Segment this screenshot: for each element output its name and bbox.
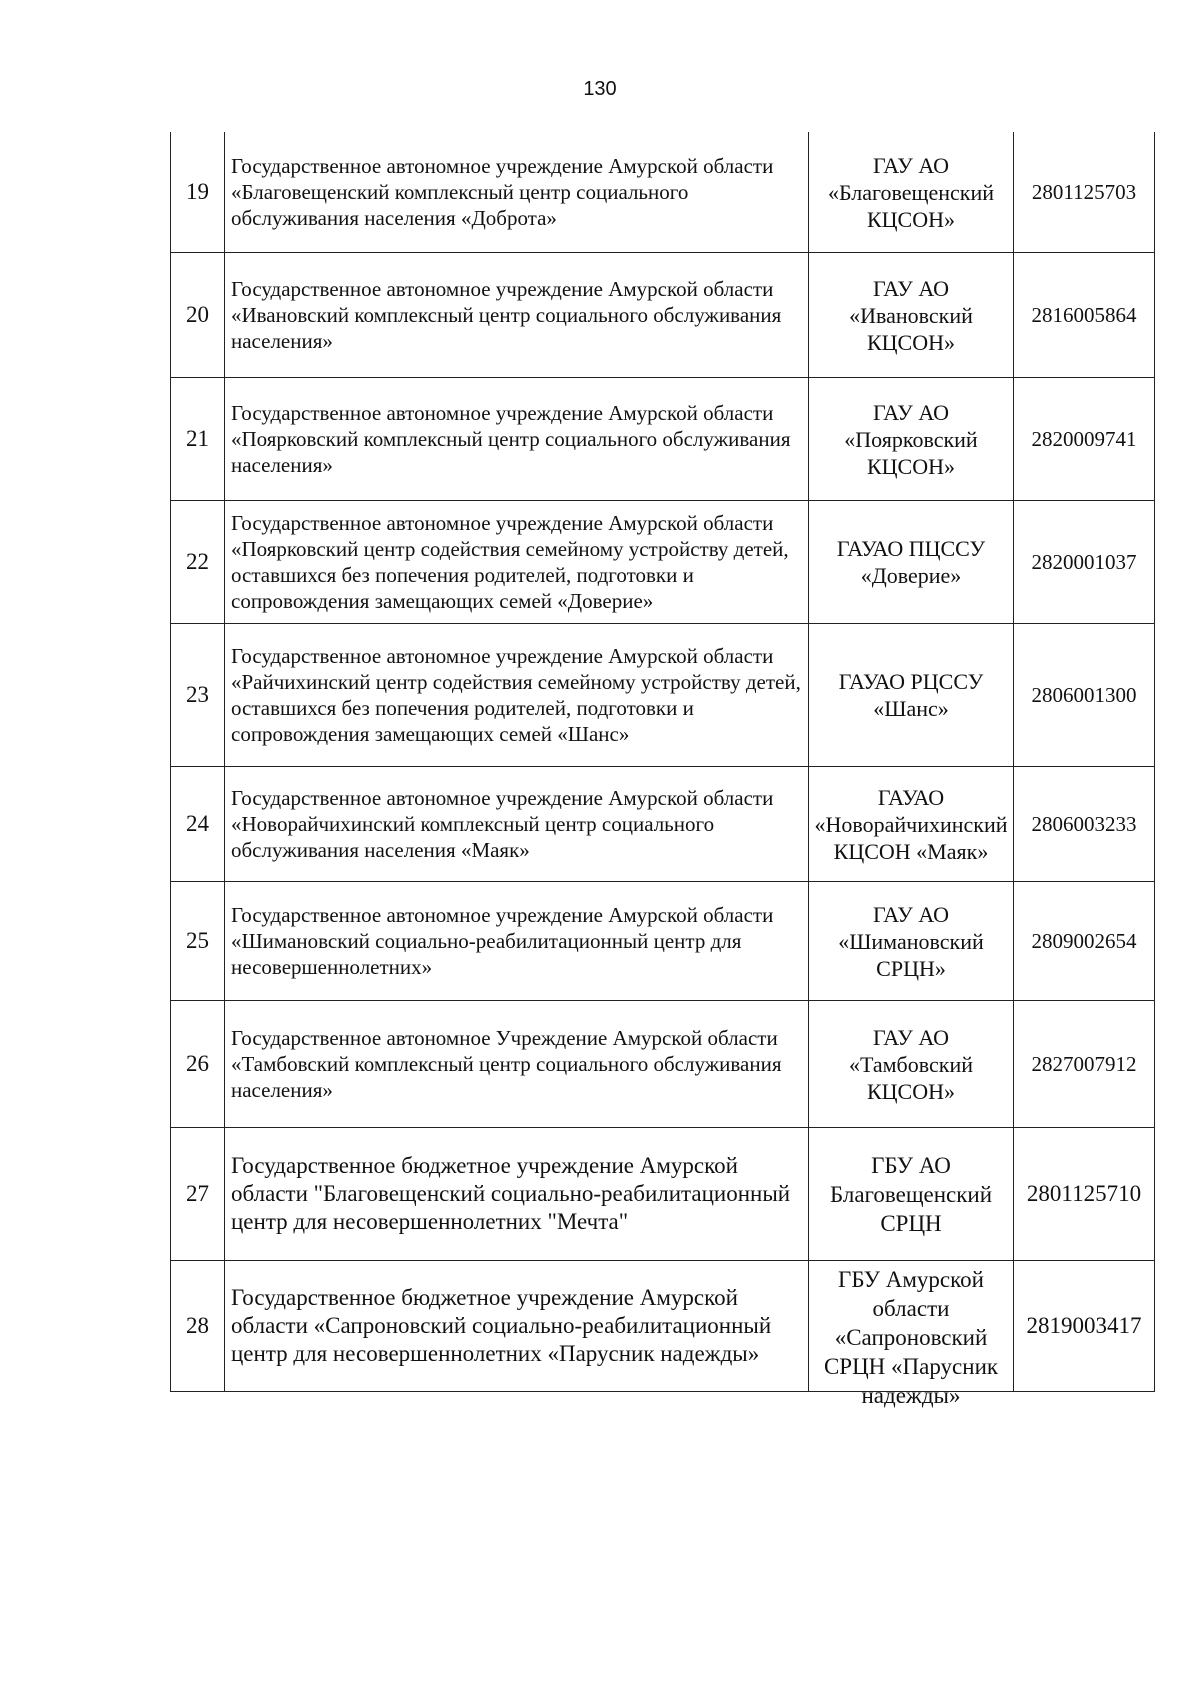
institution-short-name: ГАУАО «Новорайчихинский КЦСОН «Маяк» — [808, 767, 1013, 881]
institution-inn: 2801125703 — [1013, 132, 1155, 252]
row-number: 20 — [170, 253, 224, 377]
institution-short-name: ГБУ Амурской области «Сапроновский СРЦН «Парусник надежды» — [808, 1261, 1013, 1391]
institution-full-name: Государственное автономное учреждение Амурской области «Благовещенский комплексный центр социального обслуживания населения «Доброта» — [224, 132, 808, 252]
institution-short-name: ГАУАО ПЦССУ «Доверие» — [808, 501, 1013, 623]
institution-full-name: Государственное автономное учреждение Амурской области «Поярковский центр содействия семейному устройству детей, оставшихся без попечения родителей, подготовки и сопровождения замещающих семей «Доверие» — [224, 501, 808, 623]
table-row — [170, 1261, 1155, 1408]
institution-full-name: Государственное автономное учреждение Амурской области «Поярковский комплексный центр социального обслуживания населения» — [224, 378, 808, 500]
row-number: 28 — [170, 1261, 224, 1391]
row-number: 24 — [170, 767, 224, 881]
institution-inn: 2827007912 — [1013, 1001, 1155, 1127]
institution-full-name: Государственное автономное учреждение Амурской области «Шимановский социально-реабилитационный центр для несовершеннолетних» — [224, 882, 808, 1000]
institution-full-name: Государственное бюджетное учреждение Амурской области «Сапроновский социально-реабилитационный центр для несовершеннолетних «Парусник надежды» — [224, 1261, 808, 1391]
institution-inn: 2819003417 — [1013, 1261, 1155, 1391]
table-row — [170, 132, 1155, 253]
page-number: 130 — [583, 78, 617, 100]
institution-full-name: Государственное автономное Учреждение Амурской области «Тамбовский комплексный центр социального обслуживания населения» — [224, 1001, 808, 1127]
institution-short-name: ГАУАО РЦССУ «Шанс» — [808, 624, 1013, 766]
institution-inn: 2806001300 — [1013, 624, 1155, 766]
institution-full-name: Государственное автономное учреждение Амурской области «Новорайчихинский комплексный центр социального обслуживания населения «Маяк» — [224, 767, 808, 881]
institution-inn: 2820009741 — [1013, 378, 1155, 500]
table-row — [170, 378, 1155, 501]
row-number: 25 — [170, 882, 224, 1000]
institutions-table — [170, 132, 1155, 1408]
table-row — [170, 624, 1155, 767]
institution-inn: 2809002654 — [1013, 882, 1155, 1000]
institution-short-name: ГАУ АО «Ивановский КЦСОН» — [808, 253, 1013, 377]
institution-inn: 2806003233 — [1013, 767, 1155, 881]
institution-short-name: ГАУ АО «Благовещенский КЦСОН» — [808, 132, 1013, 252]
institution-short-name: ГАУ АО «Поярковский КЦСОН» — [808, 378, 1013, 500]
table-row — [170, 767, 1155, 882]
institution-inn: 2801125710 — [1013, 1128, 1155, 1260]
row-number: 26 — [170, 1001, 224, 1127]
table-row — [170, 1128, 1155, 1261]
institution-short-name: ГБУ АО Благовещенский СРЦН — [808, 1128, 1013, 1260]
row-number: 22 — [170, 501, 224, 623]
institution-inn: 2820001037 — [1013, 501, 1155, 623]
row-number: 19 — [170, 132, 224, 252]
row-number: 23 — [170, 624, 224, 766]
institution-short-name: ГАУ АО «Тамбовский КЦСОН» — [808, 1001, 1013, 1127]
table-row — [170, 882, 1155, 1001]
institution-full-name: Государственное автономное учреждение Амурской области «Ивановский комплексный центр социального обслуживания населения» — [224, 253, 808, 377]
table-row — [170, 501, 1155, 624]
row-number: 21 — [170, 378, 224, 500]
institution-full-name: Государственное бюджетное учреждение Амурской области "Благовещенский социально-реабилитационный центр для несовершеннолетних "Мечта" — [224, 1128, 808, 1260]
table-row — [170, 1001, 1155, 1128]
institution-full-name: Государственное автономное учреждение Амурской области «Райчихинский центр содействия семейному устройству детей, оставшихся без попечения родителей, подготовки и сопровождения замещающих семей «Шанс» — [224, 624, 808, 766]
table-row — [170, 253, 1155, 378]
institution-short-name: ГАУ АО «Шимановский СРЦН» — [808, 882, 1013, 1000]
row-number: 27 — [170, 1128, 224, 1260]
institution-inn: 2816005864 — [1013, 253, 1155, 377]
